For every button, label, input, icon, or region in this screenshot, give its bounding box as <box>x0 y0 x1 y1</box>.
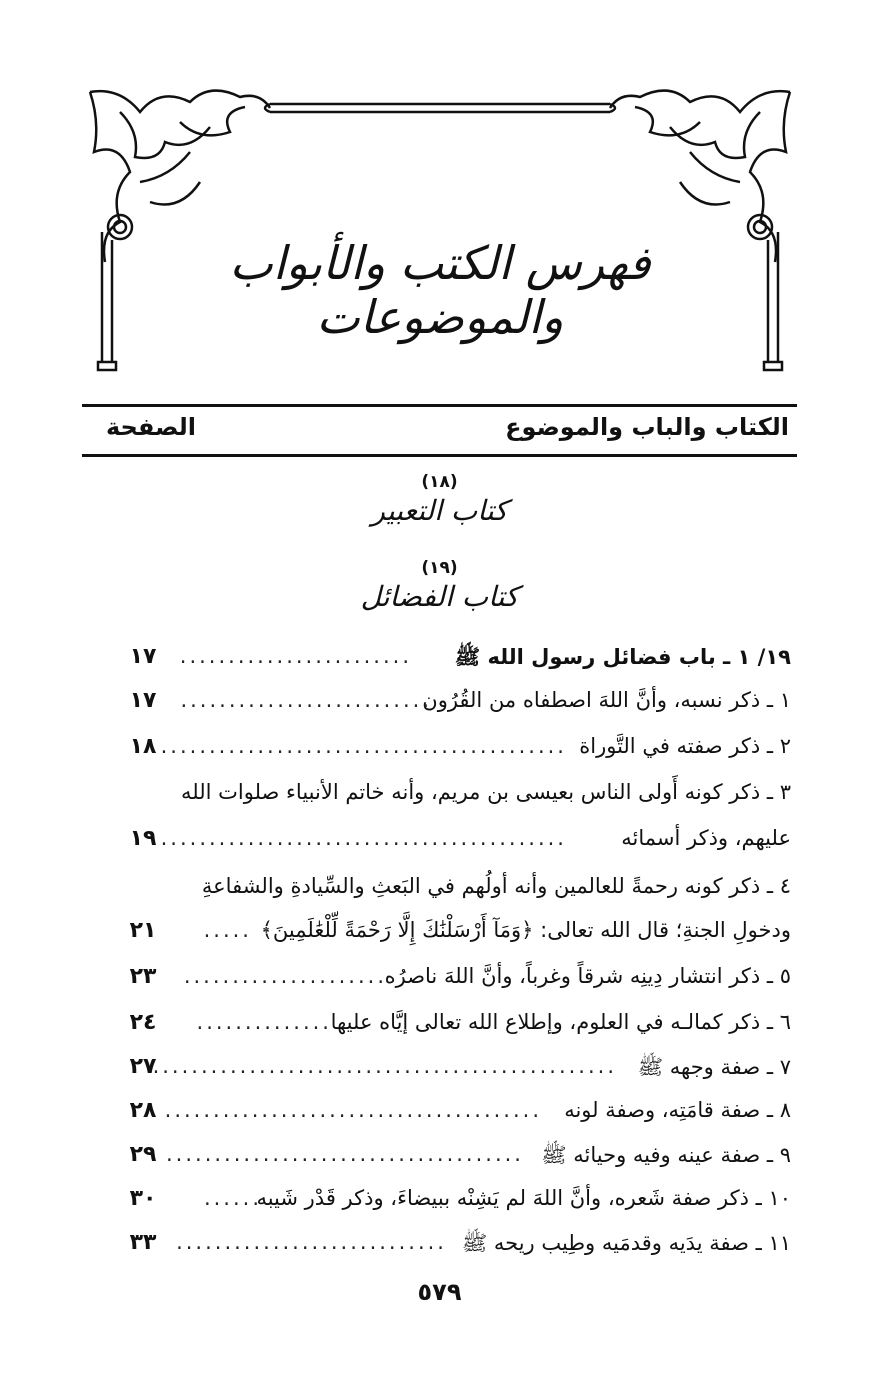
leader-dots: .............. <box>196 1010 332 1034</box>
header-top-rule <box>82 404 797 407</box>
entry-text: ٩ ـ صفة عينه وفيه وحيائه ﷺ <box>541 1143 791 1167</box>
entry-page: ٢٣ <box>129 964 157 989</box>
leader-dots: ........................ <box>179 644 412 668</box>
toc-entry <box>120 1010 791 1046</box>
toc-entry <box>120 1230 791 1266</box>
header-bottom-rule <box>82 454 797 457</box>
entry-text: ١٠ ـ ذكر صفة شَعره، وأنَّ اللهَ لم يَشِنْه ببيضاءَ، وذكر قَدْر شَيبه <box>256 1186 791 1210</box>
page-number: ٥٧٩ <box>417 1278 462 1306</box>
toc-entry <box>120 1054 791 1090</box>
toc-entry <box>120 644 791 680</box>
toc-entry <box>120 826 791 862</box>
leader-dots: ....................................... <box>164 1098 542 1122</box>
book-number: (١٨) <box>421 472 458 492</box>
leader-dots: ................................................ <box>152 1054 617 1078</box>
entry-text: ٨ ـ صفة قامَتِه، وصفة لونه <box>564 1098 791 1122</box>
entry-text: ٣ ـ ذكر كونه أَولى الناس بعيسى بن مريم، وأنه خاتم الأنبياء صلوات الله <box>181 780 791 804</box>
entry-continuation: ودخولِ الجنةِ؛ قال الله تعالى: ﴿وَمَآ أَرْسَلْنَٰكَ إِلَّا رَحْمَةً لِّلْعَٰلَمِينَ﴾ <box>260 918 791 942</box>
entry-text: ٤ ـ ذكر كونه رحمةً للعالمين وأنه أولُهم في البَعثِ والسِّيادةِ والشفاعةِ <box>201 874 791 898</box>
book-heading <box>0 472 879 527</box>
toc-entry <box>120 1142 791 1178</box>
entry-text: ١١ ـ صفة يدَيه وقدمَيه وطِيب ريحه ﷺ <box>461 1231 791 1255</box>
entry-page: ١٨ <box>129 734 157 759</box>
entry-text: ٧ ـ صفة وجهه ﷺ <box>637 1055 791 1079</box>
page-title: فهرس الكتب والأبواب والموضوعات <box>229 236 651 344</box>
column-header-page: الصفحة <box>106 413 197 441</box>
entry-text: ٦ ـ ذكر كمالـه في العلوم، وإطلاع الله تعالى إيَّاه عليها <box>330 1010 791 1034</box>
entry-page: ٣٣ <box>129 1230 157 1255</box>
book-number: (١٩) <box>421 558 458 578</box>
entry-page: ٣٠ <box>129 1186 157 1211</box>
leader-dots: ............................ <box>176 1230 447 1254</box>
entry-page: ٢٧ <box>129 1054 157 1079</box>
toc-entry <box>120 734 791 770</box>
leader-dots: ..................................... <box>166 1142 524 1166</box>
entry-page: ٢٤ <box>129 1010 157 1035</box>
entry-page: ١٩ <box>129 826 157 851</box>
book-title: كتاب الفضائل <box>360 580 519 613</box>
entry-text: ١ ـ ذكر نسبه، وأنَّ اللهَ اصطفاه من القُرُون <box>422 688 791 712</box>
toc-entry <box>120 918 791 954</box>
entry-text: ١٩/ ١ ـ باب فضائل رسول الله ﷺ <box>454 645 791 669</box>
leader-dots: ..... <box>203 918 252 942</box>
entry-continuation: عليهم، وذكر أسمائه <box>621 826 791 850</box>
entry-page: ٢٩ <box>129 1142 157 1167</box>
toc-entry <box>120 1186 791 1222</box>
entry-text: ٥ ـ ذكر انتشار دِينِه شرقاً وغرباً، وأنَّ اللهَ ناصرُه <box>384 964 791 988</box>
book-title: كتاب التعبير <box>371 494 508 527</box>
toc-entry <box>120 964 791 1000</box>
leader-dots: .......................................... <box>160 826 567 850</box>
leader-dots: ...... <box>203 1186 262 1210</box>
entry-page: ١٧ <box>129 644 157 669</box>
column-header-topic: الكتاب والباب والموضوع <box>505 413 789 441</box>
book-heading <box>0 558 879 613</box>
toc-entry <box>120 1098 791 1134</box>
toc-entry <box>120 688 791 724</box>
entry-text: ٢ ـ ذكر صفته في التَّوراة <box>579 734 791 758</box>
entry-page: ٢٨ <box>129 1098 157 1123</box>
leader-dots: .......................................... <box>160 734 567 758</box>
leader-dots: .......................... <box>180 688 432 712</box>
leader-dots: ..................... <box>183 964 387 988</box>
entry-page: ٢١ <box>129 918 157 943</box>
entry-page: ١٧ <box>129 688 157 713</box>
